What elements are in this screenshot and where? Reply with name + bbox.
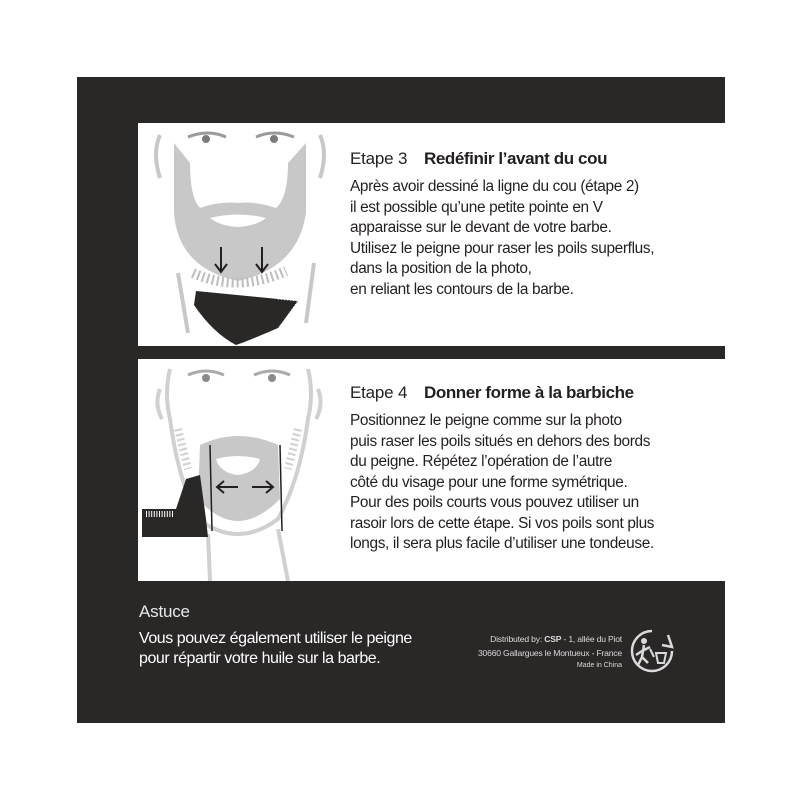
step-4-text: [350, 359, 743, 555]
step-4-line: du peigne. Répétez l’opération de l’autre: [350, 453, 613, 470]
triman-recycling-icon: [628, 627, 676, 675]
step-3-body: [350, 177, 743, 300]
distributor-address-1: - 1, allée du Piot: [561, 634, 622, 644]
distributor-address-2: 30660 Gallargues le Montueux - France: [477, 648, 622, 658]
step-3-heading: [350, 149, 743, 169]
step-3-line: en reliant les contours de la barbe.: [350, 280, 574, 298]
step-3-line: Utilisez le peigne pour raser les poils superflus,: [350, 239, 655, 257]
step-3-line: apparaisse sur le devant de votre barbe.: [350, 219, 612, 236]
step-3-line: dans la position de la photo,: [350, 260, 532, 277]
tip-line: Vous pouvez également utiliser le peigne: [139, 630, 412, 647]
distributor-company: CSP: [544, 634, 562, 644]
step-3-text: [350, 123, 743, 300]
step-4-title: Donner forme à la barbiche: [423, 383, 634, 402]
tip-label: Astuce: [139, 602, 190, 621]
goatee-comb-illustration: [138, 359, 338, 581]
beard-neck-comb-illustration: [138, 123, 338, 346]
instructions-panel: [77, 77, 725, 723]
step-4-line: rasoir lors de cette étape. Si vos poils sont plus: [350, 514, 655, 532]
step-4-body: [350, 411, 743, 555]
step-4-heading: [350, 383, 743, 403]
comb-icon: [142, 475, 208, 537]
step-4-line: longs, il sera plus facile d’utiliser une tondeuse.: [350, 535, 654, 552]
step-3-label: Etape 3: [350, 149, 408, 168]
distributor-line-1: [461, 632, 622, 646]
step-4-label: Etape 4: [350, 383, 408, 402]
step-3-line: il est possible qu’une petite pointe en V: [350, 198, 603, 216]
step-4-line: Positionnez le peigne comme sur la photo: [350, 412, 622, 429]
step-4-line: Pour des poils courts vous pouvez utiliser un: [350, 494, 639, 511]
comb-icon: [194, 291, 298, 345]
step-4-line: puis raser les poils situés en dehors des bords: [350, 432, 651, 450]
tip-body: [139, 629, 412, 669]
step-3-line: Après avoir dessiné la ligne du cou (étape 2): [350, 178, 639, 195]
step-4-line: côté du visage pour une forme symétrique.: [350, 473, 628, 491]
step-3-card: [138, 123, 753, 346]
distributor-info: [461, 632, 622, 672]
tip-line: pour répartir votre huile sur la barbe.: [139, 650, 381, 667]
distributor-prefix: Distributed by:: [490, 634, 545, 644]
step-4-card: [138, 359, 753, 581]
made-in-label: Made in China: [576, 662, 622, 669]
step-3-title: Redéfinir l’avant du cou: [423, 149, 608, 168]
